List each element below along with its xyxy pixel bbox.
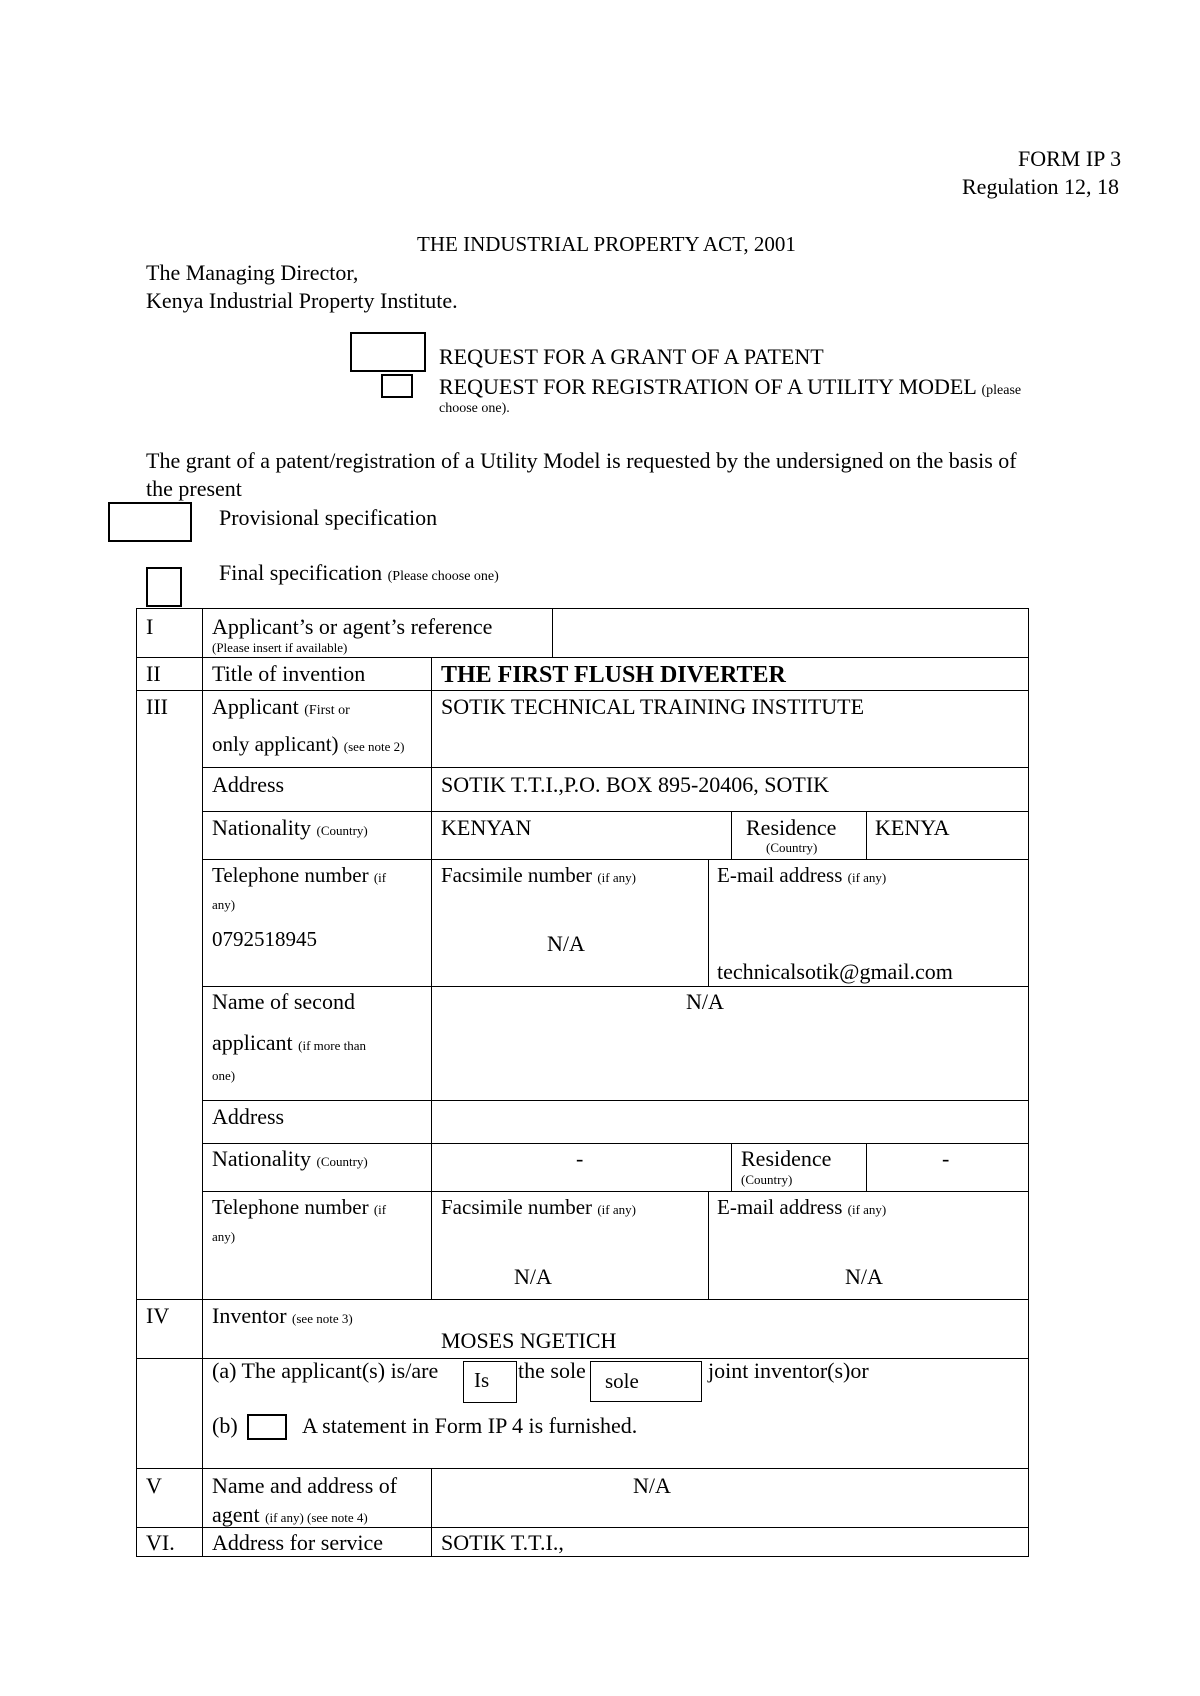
sole-inventor-box-2[interactable] bbox=[590, 1361, 702, 1402]
inventor-statement-a: (a) The applicant(s) is/are bbox=[212, 1358, 439, 1383]
table-line bbox=[431, 1468, 432, 1556]
inventor-statement-joint: joint inventor(s)or bbox=[708, 1358, 869, 1383]
form-ip4-checkbox[interactable] bbox=[247, 1414, 287, 1440]
table-line bbox=[202, 1191, 1029, 1192]
table-line bbox=[136, 1468, 1029, 1469]
applicant-label-2-text: only applicant) bbox=[212, 732, 339, 756]
applicant-label-text: Applicant bbox=[212, 694, 299, 719]
act-title: THE INDUSTRIAL PROPERTY ACT, 2001 bbox=[417, 232, 796, 256]
invention-title-value: THE FIRST FLUSH DIVERTER bbox=[441, 662, 786, 688]
telephone-note: (if bbox=[373, 870, 387, 885]
table-line bbox=[731, 1143, 732, 1191]
basis-line2: the present bbox=[146, 476, 242, 501]
row-number-1: I bbox=[146, 614, 154, 639]
address-label: Address bbox=[212, 772, 285, 797]
address-2-label: Address bbox=[212, 1104, 285, 1129]
fax-value: N/A bbox=[547, 931, 585, 956]
residence-country-note: (Country) bbox=[766, 840, 818, 855]
row-number-6: VI. bbox=[146, 1530, 175, 1555]
final-checkbox[interactable] bbox=[146, 567, 182, 607]
final-note: (Please choose one) bbox=[387, 569, 499, 584]
inventor-note: (see note 3) bbox=[292, 1311, 353, 1326]
table-line bbox=[731, 811, 732, 859]
nationality-label bbox=[212, 815, 368, 841]
email-note: (if any) bbox=[847, 870, 887, 885]
provisional-label: Provisional specification bbox=[219, 505, 438, 530]
inventor-label bbox=[212, 1303, 353, 1329]
row-number-3: III bbox=[146, 694, 168, 719]
table-line bbox=[1028, 608, 1029, 1556]
email-2-note: (if any) bbox=[847, 1202, 887, 1217]
second-applicant-label: Name of second bbox=[212, 989, 355, 1014]
agent-value: N/A bbox=[633, 1473, 671, 1498]
form-ip4-statement: A statement in Form IP 4 is furnished. bbox=[302, 1413, 638, 1438]
basis-line1: The grant of a patent/registration of a Utility Model is requested by the undersigned on the basis of bbox=[146, 448, 1017, 473]
agent-label-2 bbox=[212, 1502, 368, 1528]
applicant-note: (First or bbox=[304, 703, 350, 718]
applicant-label bbox=[212, 694, 350, 720]
utility-request-label bbox=[439, 374, 1021, 400]
row-number-4: IV bbox=[146, 1303, 170, 1328]
fax-2-label-text: Facsimile number bbox=[441, 1195, 593, 1219]
residence-label: Residence bbox=[746, 815, 837, 840]
table-line bbox=[202, 986, 1029, 987]
fax-label-text: Facsimile number bbox=[441, 863, 593, 887]
form-number: FORM IP 3 bbox=[1018, 146, 1122, 171]
row-number-5: V bbox=[146, 1473, 162, 1498]
table-line bbox=[202, 859, 1029, 860]
row-number-2: II bbox=[146, 661, 161, 686]
telephone-2-note: (if bbox=[373, 1202, 387, 1217]
utility-model-checkbox[interactable] bbox=[381, 374, 413, 398]
table-line bbox=[708, 859, 709, 986]
sole-inventor-box-2-text: sole bbox=[605, 1369, 639, 1393]
reference-label: Applicant’s or agent’s reference bbox=[212, 614, 493, 639]
table-line bbox=[866, 1143, 867, 1191]
second-applicant-note-2: one) bbox=[212, 1068, 236, 1083]
telephone-2-label bbox=[212, 1195, 386, 1220]
nationality-label-text: Nationality bbox=[212, 815, 311, 840]
inventor-value: MOSES NGETICH bbox=[441, 1328, 617, 1353]
utility-request-text: REQUEST FOR REGISTRATION OF A UTILITY MODEL bbox=[439, 374, 976, 399]
final-label bbox=[219, 560, 499, 586]
inventor-statement-b: (b) bbox=[212, 1413, 238, 1438]
email-label bbox=[717, 863, 886, 888]
applicant-note-2: (see note 2) bbox=[343, 739, 405, 754]
nationality-2-label bbox=[212, 1146, 368, 1172]
applicant-value: SOTIK TECHNICAL TRAINING INSTITUTE bbox=[441, 694, 865, 719]
telephone-label bbox=[212, 863, 386, 888]
second-applicant-label-2 bbox=[212, 1030, 366, 1056]
table-line bbox=[202, 608, 203, 1556]
second-applicant-note: (if more than bbox=[298, 1038, 367, 1053]
nationality-country-note: (Country) bbox=[316, 823, 368, 838]
nationality-2-country-note: (Country) bbox=[316, 1154, 368, 1169]
table-line bbox=[202, 1100, 1029, 1101]
fax-2-label bbox=[441, 1195, 636, 1220]
nationality-2-label-text: Nationality bbox=[212, 1146, 311, 1171]
table-line bbox=[136, 657, 1029, 658]
service-address-value: SOTIK T.T.I., bbox=[441, 1530, 564, 1555]
residence-value: KENYA bbox=[875, 815, 950, 840]
table-line bbox=[136, 1299, 1029, 1300]
sole-inventor-box-1-text: Is bbox=[474, 1368, 490, 1392]
table-line bbox=[431, 657, 432, 1299]
table-line bbox=[136, 690, 1029, 691]
reference-note: (Please insert if available) bbox=[212, 640, 348, 655]
telephone-2-label-text: Telephone number bbox=[212, 1195, 369, 1219]
second-applicant-value: N/A bbox=[686, 989, 724, 1014]
email-2-value: N/A bbox=[845, 1264, 883, 1289]
patent-checkbox[interactable] bbox=[350, 332, 426, 372]
table-line bbox=[136, 608, 137, 1556]
table-line bbox=[552, 608, 553, 657]
choose-one-note: choose one). bbox=[439, 401, 510, 416]
final-label-text: Final specification bbox=[219, 560, 383, 585]
table-line bbox=[136, 608, 1029, 609]
agent-label-2-text: agent bbox=[212, 1502, 260, 1527]
regulation: Regulation 12, 18 bbox=[962, 174, 1120, 199]
table-line bbox=[202, 1143, 1029, 1144]
second-applicant-label-2-text: applicant bbox=[212, 1030, 293, 1055]
addressee-line1: The Managing Director, bbox=[146, 260, 359, 285]
email-value: technicalsotik@gmail.com bbox=[717, 959, 953, 984]
table-line bbox=[202, 811, 1029, 812]
invention-title-label: Title of invention bbox=[212, 661, 366, 686]
table-line bbox=[202, 767, 1029, 768]
fax-2-value: N/A bbox=[514, 1264, 552, 1289]
email-2-label-text: E-mail address bbox=[717, 1195, 843, 1219]
residence-2-country-note: (Country) bbox=[741, 1172, 793, 1187]
fax-2-note: (if any) bbox=[597, 1202, 636, 1217]
telephone-2-note-2: any) bbox=[212, 1229, 236, 1244]
agent-label: Name and address of bbox=[212, 1473, 398, 1498]
residence-2-value: - bbox=[942, 1146, 950, 1171]
applicant-label-2 bbox=[212, 732, 404, 757]
service-address-label: Address for service bbox=[212, 1530, 384, 1555]
utility-request-note: (please bbox=[981, 383, 1022, 398]
table-line bbox=[708, 1191, 709, 1299]
table-line bbox=[136, 1556, 1029, 1557]
patent-request-label: REQUEST FOR A GRANT OF A PATENT bbox=[439, 344, 824, 369]
fax-label bbox=[441, 863, 636, 888]
inventor-statement-sole: the sole bbox=[518, 1358, 586, 1383]
table-line bbox=[866, 811, 867, 859]
nationality-value: KENYAN bbox=[441, 815, 532, 840]
nationality-2-value: - bbox=[576, 1146, 584, 1171]
agent-note: (if any) (see note 4) bbox=[265, 1510, 368, 1525]
email-2-label bbox=[717, 1195, 886, 1220]
provisional-checkbox[interactable] bbox=[108, 502, 192, 542]
email-label-text: E-mail address bbox=[717, 863, 843, 887]
addressee-line2: Kenya Industrial Property Institute. bbox=[146, 288, 458, 313]
address-value: SOTIK T.T.I.,P.O. BOX 895-20406, SOTIK bbox=[441, 772, 830, 797]
telephone-label-text: Telephone number bbox=[212, 863, 369, 887]
telephone-note-2: any) bbox=[212, 897, 236, 912]
fax-note: (if any) bbox=[597, 870, 636, 885]
inventor-label-text: Inventor bbox=[212, 1303, 287, 1328]
sole-inventor-box-1[interactable] bbox=[463, 1361, 517, 1403]
telephone-value: 0792518945 bbox=[212, 927, 317, 951]
residence-2-label: Residence bbox=[741, 1146, 832, 1171]
